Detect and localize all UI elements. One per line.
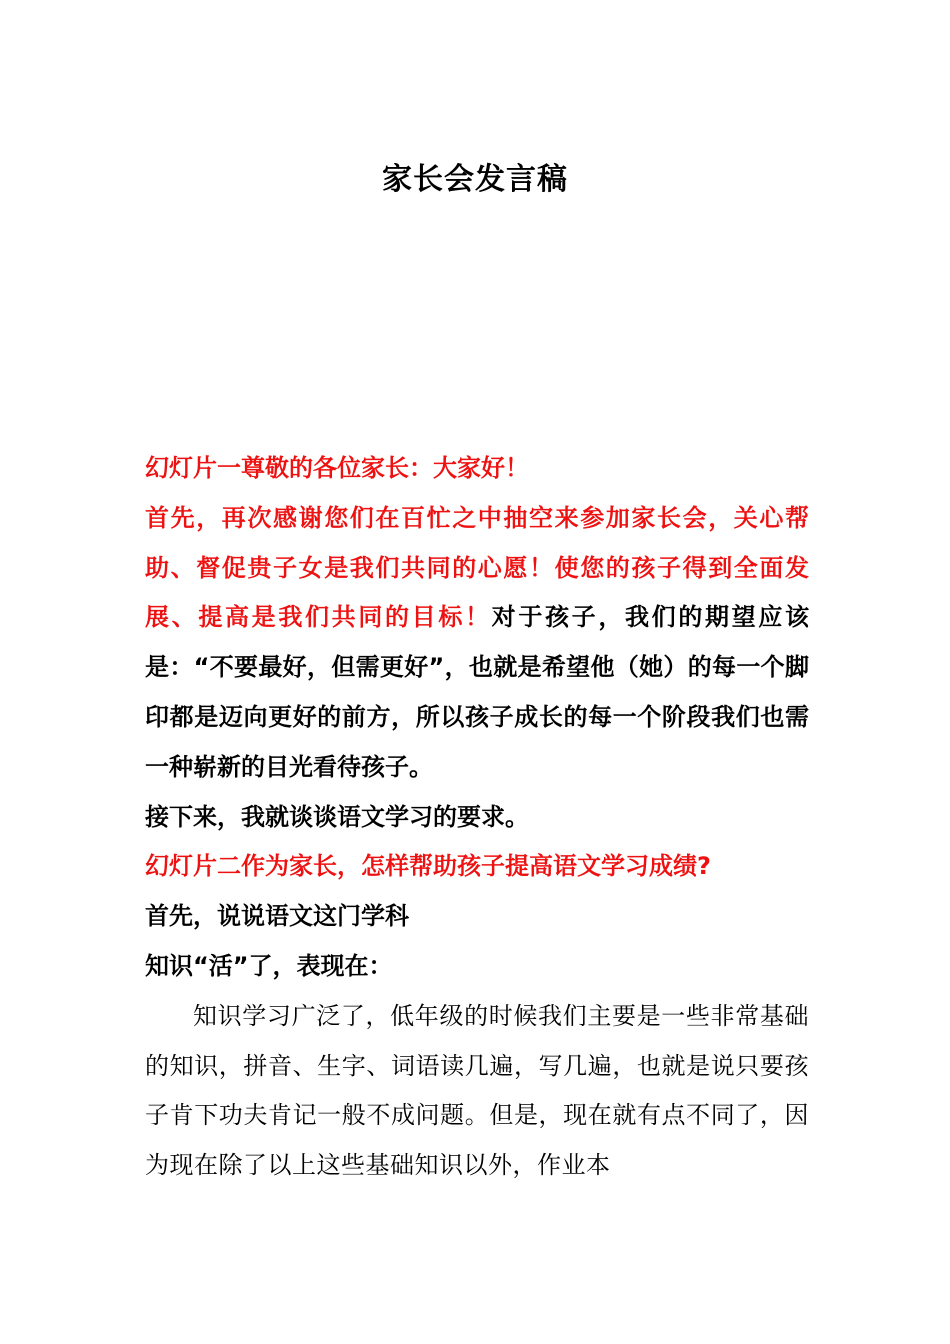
paragraph-opening-thanks xyxy=(145,494,809,793)
paragraph-next-topic: 接下来，我就谈谈语文学习的要求。 xyxy=(145,802,529,831)
document-body xyxy=(145,444,809,1191)
paragraph-slide-two-heading: 幻灯片二作为家长，怎样帮助孩子提高语文学习成绩? xyxy=(145,852,711,881)
document-title: 家长会发言稿 xyxy=(382,162,568,197)
paragraph-slide-one-greeting: 幻灯片一尊敬的各位家长：大家好！ xyxy=(145,454,529,482)
paragraph-subject-intro: 首先，说说语文这门学科 xyxy=(145,902,409,931)
paragraph-opening-thanks-black: 对于孩子，我们的期望应该是：“不要最好，但需更好”，也就是希望他（她）的每一个脚印都是迈向更好的前方，所以孩子成长的每一个阶段我们也需一种崭新的目光看待孩子。 xyxy=(145,603,810,781)
paragraph-knowledge-detail: 知识学习广泛了，低年级的时候我们主要是一些非常基础的知识，拼音、生字、词语读几遍，写几遍，也就是说只要孩子肯下功夫肯记一般不成问题。但是，现在就有点不同了，因为现在除了以上这些基础知识以外，作业本 xyxy=(145,1001,809,1180)
paragraph-opening-thanks-red: 首先，再次感谢您们在百忙之中抽空来参加家长会，关心帮助、督促贵子女是我们共同的心愿！使您的孩子得到全面发展、提高是我们共同的目标！ xyxy=(145,503,809,632)
paragraph-knowledge-active: 知识“活”了，表现在： xyxy=(145,951,393,980)
